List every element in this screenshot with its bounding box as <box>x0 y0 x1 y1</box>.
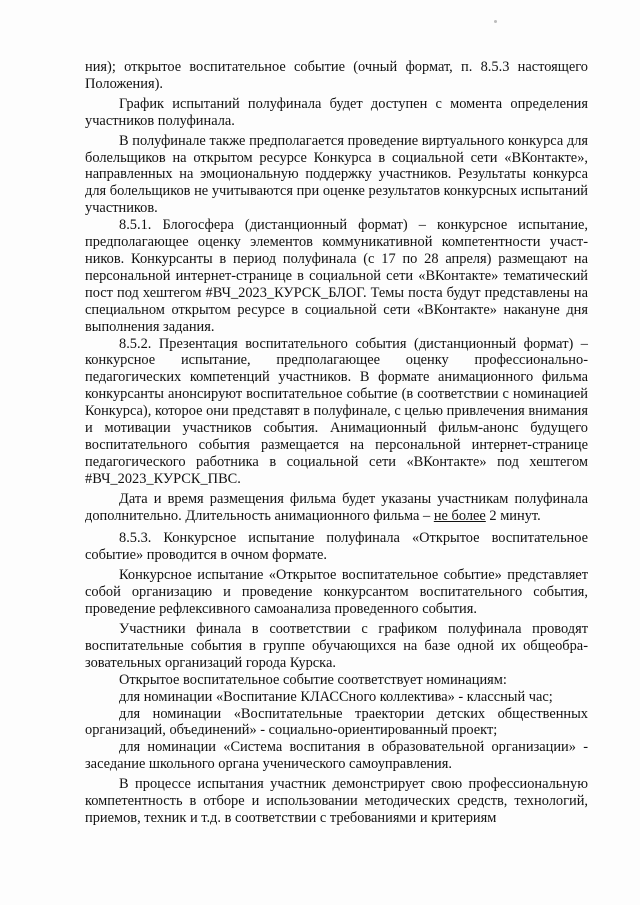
scan-speck <box>494 20 497 23</box>
paragraph-competence: В процессе испытания участник демонстрирует свою профессиональную компетентность в отборе и использовании методических средств, технологий, приемов, техник и т.д. в соответствии с требованиями и критериям <box>85 776 588 826</box>
paragraph-fan-contest: В полуфинале также предполагается проведение виртуального конкурса для болельщиков на открытом ресурсе Конкурса в социальной сети «ВКонтакте», направленных на эмоциональную поддержку участников. Результаты конкурса для болельщиков не учитываются при оценке результатов конкурсных испытаний участников. <box>85 132 588 217</box>
paragraph-nomination-system: для номинации «Система воспитания в образовательной организации» - заседание школьного органа ученического самоуправления. <box>85 739 588 773</box>
paragraph-open-event-description: Конкурсное испытание «Открытое воспитательное событие» представляет собой организацию и проведение конкурсантом воспитательного события, проведение рефлексивного самоанализа проведенного события. <box>85 567 588 618</box>
paragraph-nomination-trajectories: для номинации «Воспитательные траектории детских общественных организаций, объединений» - социально-ориентированный проект; <box>85 705 588 739</box>
paragraph-8-5-2: 8.5.2. Презентация воспитательного события (дистанционный формат) – конкурсное испытание, предполагающее оценку профессионально-педагогических компетенций участников. В формате анимационного фильма конкурсанты анонсируют воспитательное событие (в соответствии с номинацией Конкурса), которое они представят в полуфинале, с целью привлечения внимания и мотивации участников события. Анимационный фильм-анонс будущего воспитательного события размещается на персональной интернет-странице педагогического работника в социальной сети «ВКонтакте» под хештегом #ВЧ_2023_КУРСК_ПВС. <box>85 335 588 487</box>
duration-underlined: не более <box>433 507 486 524</box>
duration-text-end: 2 минут. <box>485 507 541 524</box>
duration-text-start: Дата и время размещения фильма будет указаны участникам полуфинала дополнительно. Длительность анимационного фильма – <box>85 490 588 524</box>
paragraph-nomination-class: для номинации «Воспитание КЛАССного коллектива» - классный час; <box>119 688 553 705</box>
paragraph-8-5-3: 8.5.3. Конкурсное испытание полуфинала «Открытое воспитательное событие» проводится в очном формате. <box>85 530 588 564</box>
paragraph-nominations-intro: Открытое воспитательное событие соответствует номинациям: <box>119 671 507 688</box>
paragraph-film-duration <box>85 491 588 525</box>
paragraph-finalists: Участники финала в соответствии с графиком полуфинала проводят воспитательные события в группе обучающихся на базе одной их общеобразовательных организаций города Курска. <box>85 621 588 671</box>
document-body <box>85 59 588 827</box>
paragraph-8-5-1: 8.5.1. Блогосфера (дистанционный формат) – конкурсное испытание, предполагающее оценку элементов коммуникативной компетентности участников. Конкурсанты в период полуфинала (с 17 по 28 апреля) размещают на персональной интернет-странице в социальной сети «ВКонтакте» тематический пост под хештегом #ВЧ_2023_КУРСК_БЛОГ. Темы поста будут представлены на специальном открытом ресурсе в социальной сети «ВКонтакте» накануне дня выполнения задания. <box>85 217 588 335</box>
paragraph-continuation: ния); открытое воспитательное событие (очный формат, п. 8.5.3 настоящего Положения). <box>85 59 588 92</box>
paragraph-schedule: График испытаний полуфинала будет доступен с момента определения участников полуфинала. <box>85 95 588 129</box>
